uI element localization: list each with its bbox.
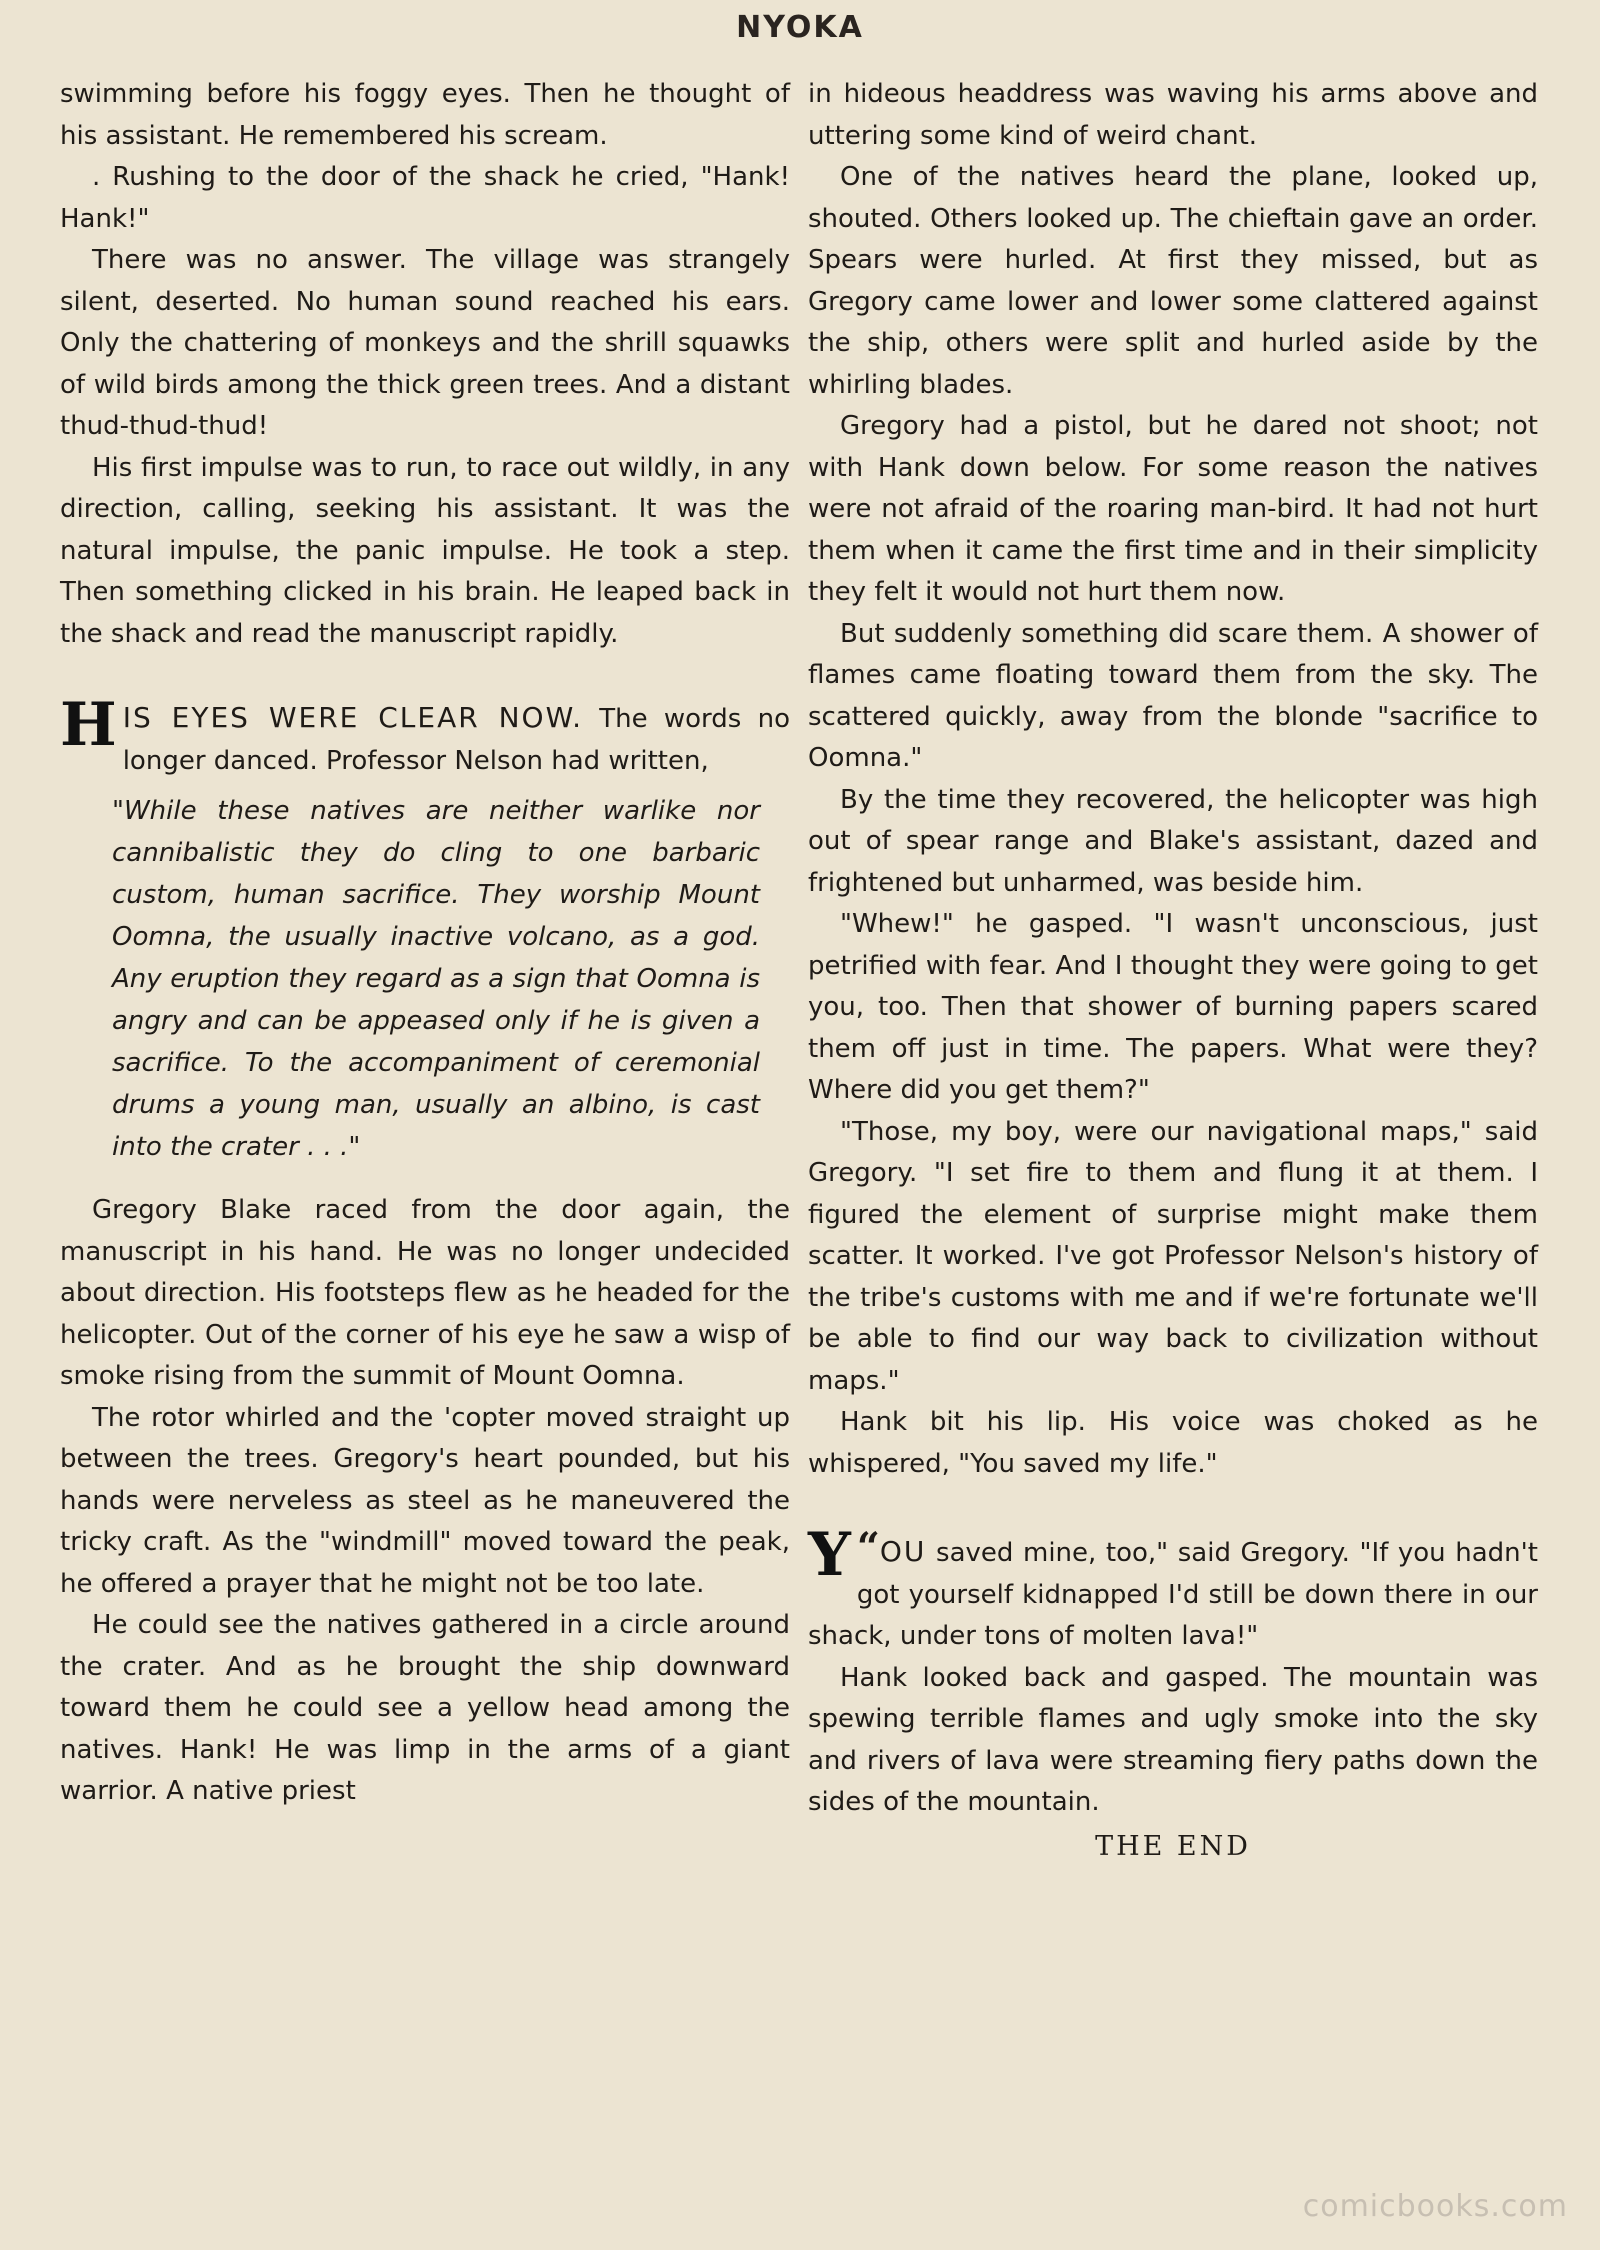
watermark: comicbooks.com — [1302, 2189, 1568, 2224]
paragraph: But suddenly something did scare them. A shower of flames came floating toward them from the sky. The scattered quickly, away from the blonde "sacrifice to Oomna." — [808, 618, 1538, 773]
left-column — [60, 74, 790, 1813]
paragraph: The rotor whirled and the 'copter moved straight up between the trees. Gregory's heart pounded, but his hands were nerveless as steel as he maneuvered the tricky craft. As the "windmill" moved toward the peak, he offered a prayer that he might not be too late. — [60, 1402, 790, 1599]
the-end-label: THE END — [1095, 1830, 1251, 1862]
drop-cap: H — [60, 690, 117, 760]
page-header: NYOKA — [736, 10, 864, 45]
caps-lead: OU — [879, 1535, 927, 1568]
paragraph: Hank looked back and gasped. The mountain was spewing terrible flames and ugly smoke into the sky and rivers of lava were streaming fiery paths down the sides of the mountain. — [808, 1662, 1538, 1817]
paragraph: By the time they recovered, the helicopter was high out of spear range and Blake's assistant, dazed and frightened but unharmed, was beside him. — [808, 784, 1538, 898]
manuscript-quote: "While these natives are neither warlike nor cannibalistic they do cling to one barbaric custom, human sacrifice. They worship Mount Oomna, the usually inactive volcano, as a god. Any eruption they regard as a sign that Oomna is angry and can be appeased only if he is given a sacrifice. To the accompaniment of ceremonial drums a young man, usually an albino, is cast into the crater . . ." — [112, 796, 760, 1162]
caps-lead: IS EYES WERE CLEAR NOW. — [122, 701, 583, 734]
paragraph: Gregory Blake raced from the door again, the manuscript in his hand. He was no longer undecided about direction. His footsteps flew as he headed for the helicopter. Out of the corner of his eye he saw a wisp of smoke rising from the summit of Mount Oomna. — [60, 1195, 790, 1391]
paragraph: Hank bit his lip. His voice was choked as he whispered, "You saved my life." — [808, 1407, 1538, 1479]
paragraph: One of the natives heard the plane, looked up, shouted. Others looked up. The chieftain gave an order. Spears were hurled. At first they missed, but as Gregory came lower and lower some clattered against the ship, others were split and hurled aside by the whirling blades. — [808, 162, 1538, 400]
section-heading-paragraph — [60, 690, 790, 782]
open-quote-mark: “ — [856, 1524, 880, 1571]
paragraph: . Rushing to the door of the shack he cried, "Hank! Hank!" — [60, 162, 790, 234]
paragraph-text: The words no longer danced. Professor Nelson had written, — [122, 704, 790, 776]
paragraph: He could see the natives gathered in a circle around the crater. And as he brought the ship downward toward them he could see a yellow head among the natives. Hank! He was limp in the arms of a giant warrior. A native priest — [60, 1610, 790, 1806]
paragraph: "Those, my boy, were our navigational maps," said Gregory. "I set fire to them and flung it at them. I figured the element of surprise might make them scatter. It worked. I've got Professor Nelson's history of the tribe's customs with me and if we're fortunate we'll be able to find our way back to civilization without maps." — [808, 1116, 1538, 1396]
right-column — [808, 74, 1538, 1867]
paragraph: swimming before his foggy eyes. Then he thought of his assistant. He remembered his scream. — [60, 79, 790, 151]
paragraph-text: saved mine, too," said Gregory. "If you hadn't got yourself kidnapped I'd still be down there in our shack, under tons of molten lava!" — [808, 1538, 1538, 1651]
paragraph: Gregory had a pistol, but he dared not shoot; not with Hank down below. For some reason the natives were not afraid of the roaring man-bird. It had not hurt them when it came the first time and in their simplicity they felt it would not hurt them now. — [808, 411, 1538, 607]
section-heading-paragraph — [808, 1520, 1538, 1658]
paragraph: "Whew!" he gasped. "I wasn't unconscious, just petrified with fear. And I thought they were going to get you, too. Then that shower of burning papers scared them off just in time. The papers. What were they? Where did you get them?" — [808, 909, 1538, 1105]
paragraph: His first impulse was to run, to race out wildly, in any direction, calling, seeking his assistant. It was the natural impulse, the panic impulse. He took a step. Then something clicked in his brain. He leaped back in the shack and read the manuscript rapidly. — [60, 452, 790, 649]
paragraph: There was no answer. The village was strangely silent, deserted. No human sound reached his ears. Only the chattering of monkeys and the shrill squawks of wild birds among the thick green trees. And a distant thud-thud-thud! — [60, 245, 790, 441]
drop-cap: Y — [808, 1520, 851, 1590]
paragraph: in hideous headdress was waving his arms above and uttering some kind of weird chant. — [808, 79, 1538, 151]
